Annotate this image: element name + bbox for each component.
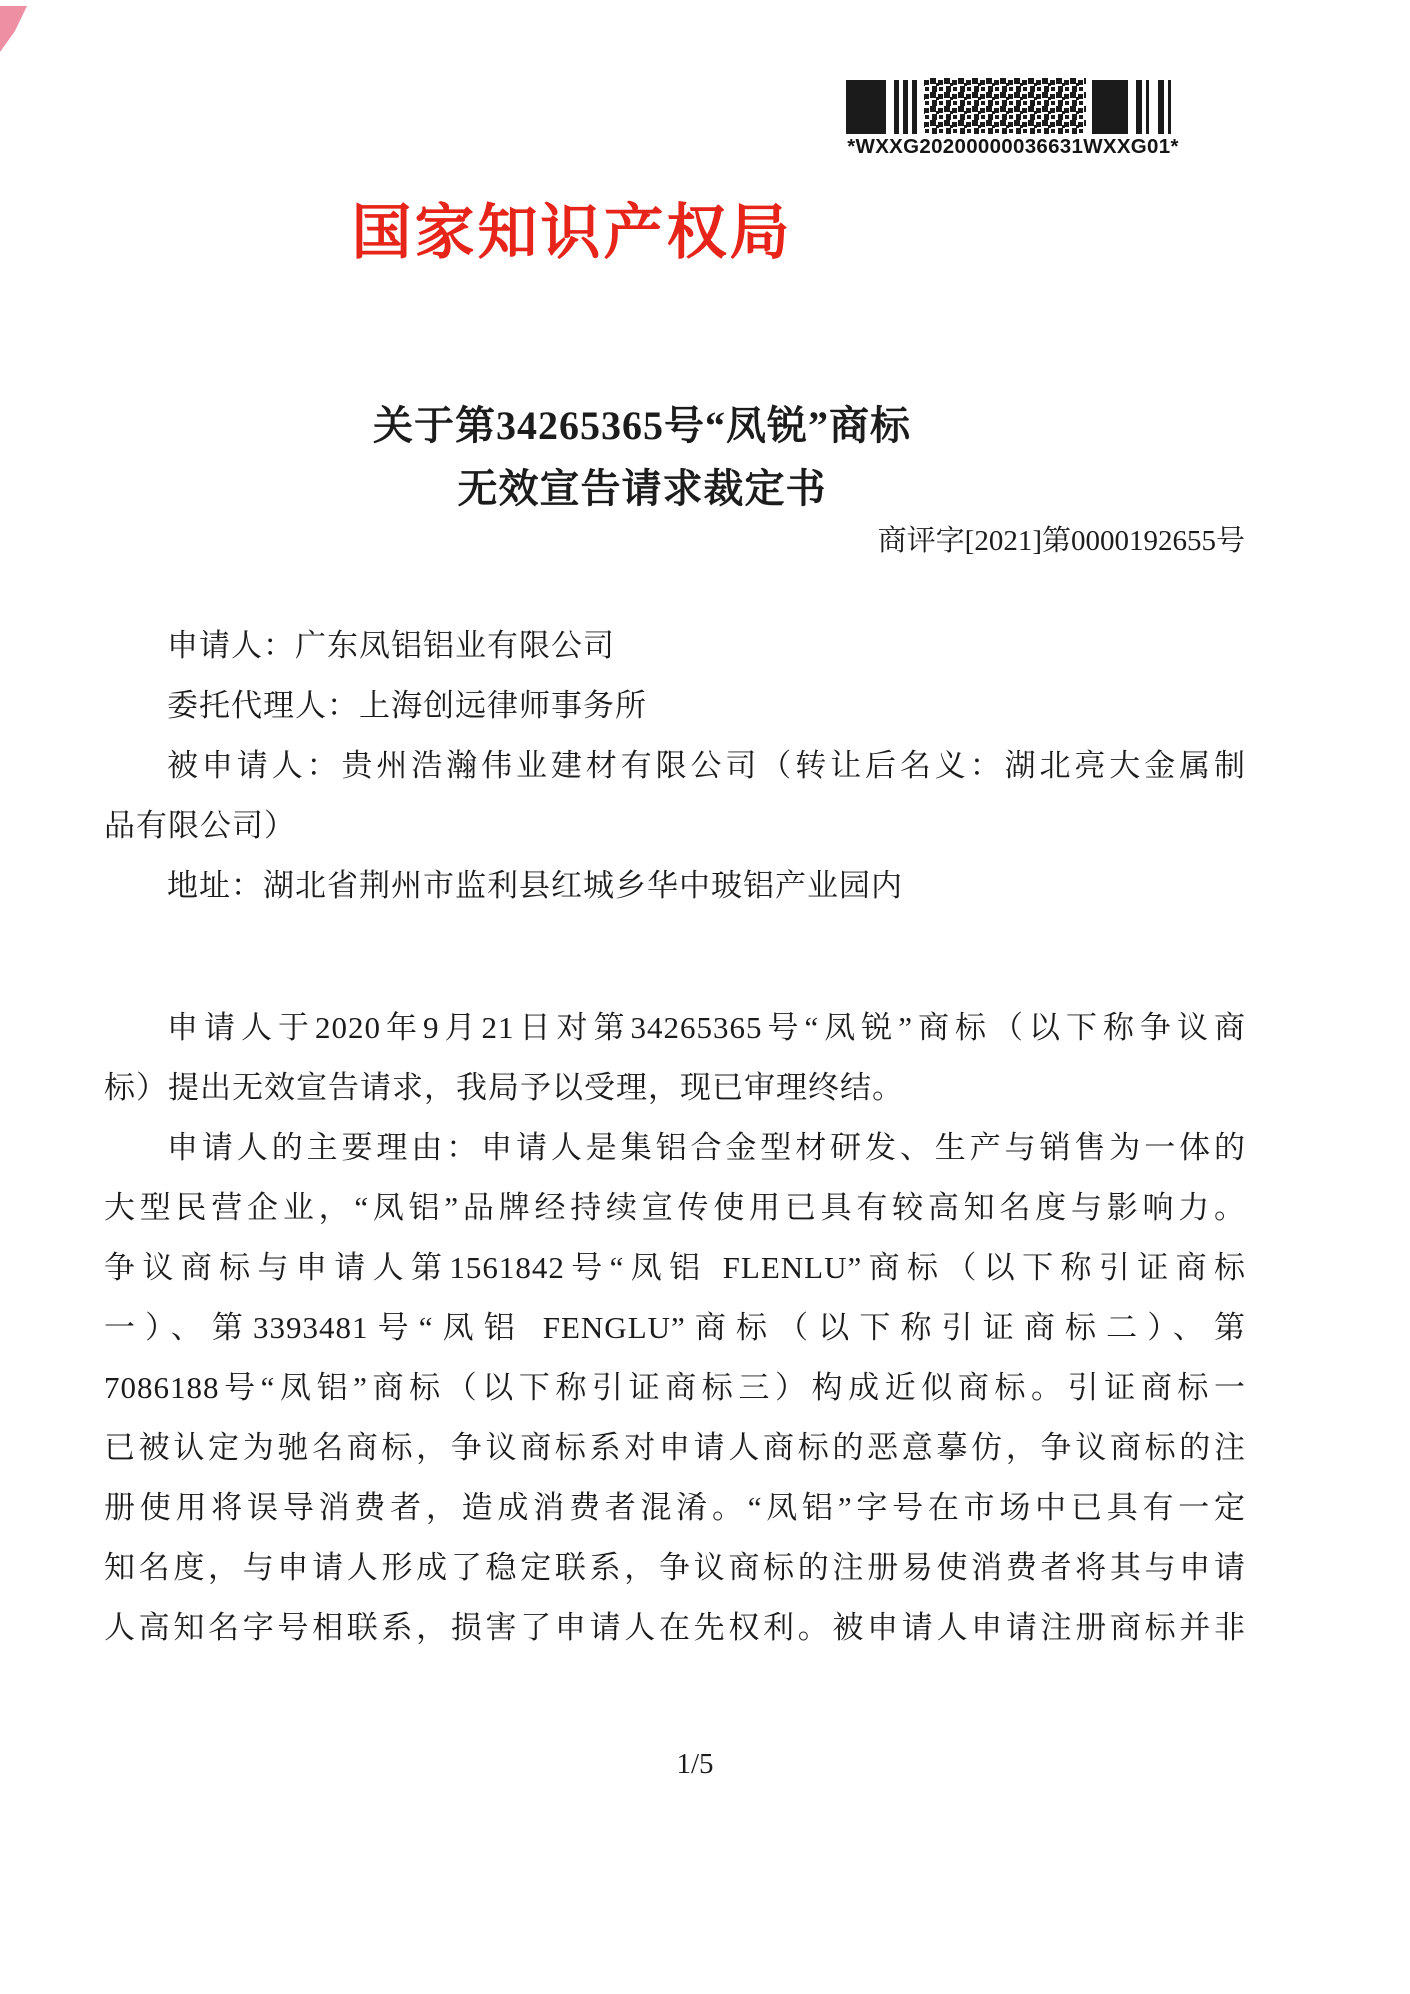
parties-section: [104, 616, 1246, 916]
body-line: 争议商标与申请人第1561842号“凤铝 FLENLU”商标（以下称引证商标: [104, 1250, 1246, 1285]
body-line: 人高知名字号相联系，损害了申请人在先权利。被申请人申请注册商标并非: [104, 1610, 1246, 1645]
party-line-applicant: 申请人：广东凤铝铝业有限公司: [167, 628, 615, 663]
page-number: 1/5: [676, 1748, 714, 1780]
body-line: 7086188号“凤铝”商标（以下称引证商标三）构成近似商标。引证商标一: [104, 1370, 1246, 1405]
document-title-line1: 关于第34265365号“凤锐”商标: [373, 403, 911, 448]
party-line-agent: 委托代理人：上海创远律师事务所: [167, 688, 647, 723]
barcode-text: *WXXG20200000036631WXXG01*: [847, 135, 1179, 158]
agency-title: 国家知识产权局: [351, 200, 793, 266]
body-line: 知名度，与申请人形成了稳定联系，争议商标的注册易使消费者将其与申请: [104, 1550, 1246, 1585]
body-line: 申请人的主要理由：申请人是集铝合金型材研发、生产与销售为一体的: [167, 1130, 1246, 1165]
party-line-respondent: 被申请人：贵州浩瀚伟业建材有限公司（转让后名义：湖北亮大金属制: [167, 748, 1246, 783]
party-line-address: 地址：湖北省荆州市监利县红城乡华中玻铝产业园内: [167, 868, 903, 903]
document-title-line2: 无效宣告请求裁定书: [457, 466, 827, 511]
body-line: 已被认定为驰名商标，争议商标系对申请人商标的恶意摹仿，争议商标的注: [104, 1430, 1246, 1465]
party-line-respondent-cont: 品有限公司）: [104, 808, 296, 843]
body-section: [104, 998, 1246, 1658]
body-line: 大型民营企业，“凤铝”品牌经持续宣传使用已具有较高知名度与影响力。: [104, 1190, 1246, 1225]
scan-corner-mark: [0, 6, 27, 52]
body-line: 一）、第3393481号“凤铝 FENGLU”商标（以下称引证商标二）、第: [104, 1310, 1246, 1345]
reference-number: 商评字[2021]第0000192655号: [877, 525, 1245, 557]
document-title: [0, 394, 1347, 520]
barcode-image: [846, 78, 1180, 134]
body-line: 标）提出无效宣告请求，我局予以受理，现已审理终结。: [104, 1070, 904, 1105]
body-line: 册使用将误导消费者，造成消费者混淆。“凤铝”字号在市场中已具有一定: [104, 1490, 1246, 1525]
body-line: 申请人于2020年9月21日对第34265365号“凤锐”商标（以下称争议商: [167, 1010, 1246, 1045]
barcode-block: [846, 78, 1180, 159]
